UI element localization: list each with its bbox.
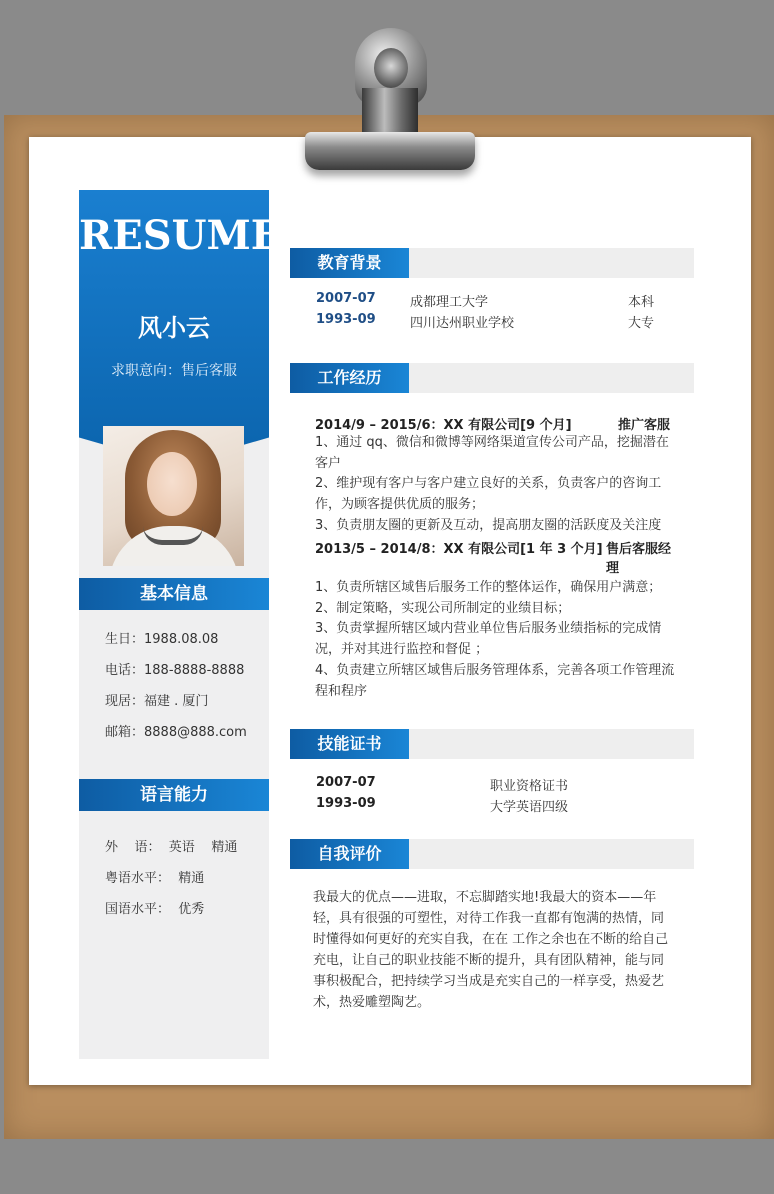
portrait-photo <box>103 426 244 566</box>
job-role: 售后客服经理 <box>606 542 672 576</box>
resume-title: RESUME <box>79 212 282 259</box>
language-heading: 语言能力 <box>79 779 269 811</box>
education-school: 成都理工大学 <box>410 295 489 310</box>
left-sidebar <box>79 190 282 1059</box>
education-degree: 大专 <box>628 316 655 331</box>
skill-cert: 大学英语四级 <box>490 800 569 815</box>
photo-face <box>147 452 197 516</box>
skills-section-header <box>290 729 694 759</box>
binder-clip-base <box>305 132 475 170</box>
job-duties <box>315 578 675 702</box>
language-item: 外 语： 英语 精通 <box>105 840 238 855</box>
duty-line: 2、维护现有客户与客户建立良好的关系，负责客户的咨询工作，为顾客提供优质的服务； <box>315 476 662 513</box>
skills-heading: 技能证书 <box>290 729 409 759</box>
education-section-header <box>290 248 694 278</box>
duty-line: 4、负责建立所辖区域售后服务管理体系，完善各项工作管理流程和程序 <box>315 662 675 699</box>
skill-cert: 职业资格证书 <box>490 779 569 794</box>
job-intent: 求职意向：售后客服 <box>111 363 237 379</box>
birth-line: 生日：1988.08.08 <box>105 632 219 647</box>
skill-date: 2007-07 <box>316 775 376 790</box>
residence-line: 现居：福建 . 厦门 <box>105 694 209 709</box>
duty-line: 3、负责掌握所辖区域内营业单位售后服务业绩指标的完成情况，并对其进行监控和督促 ； <box>315 621 662 658</box>
language-item: 国语水平： 优秀 <box>105 902 205 917</box>
photo-necklace <box>143 526 203 545</box>
self-eval-heading: 自我评价 <box>290 839 409 869</box>
basic-info-heading: 基本信息 <box>79 578 269 610</box>
duty-line: 2、制定策略，实现公司所制定的业绩目标； <box>315 600 571 616</box>
email-line: 邮箱：8888@888.com <box>105 725 247 740</box>
candidate-name: 风小云 <box>138 314 210 342</box>
phone-line: 电话：188-8888-8888 <box>105 663 245 678</box>
work-section-header <box>290 363 694 393</box>
education-heading: 教育背景 <box>290 248 409 278</box>
job-title: 2013/5 – 2014/8：XX 有限公司[1 年 3 个月] <box>315 542 603 557</box>
self-eval-section-header <box>290 839 694 869</box>
duty-line: 1、负责所辖区域售后服务工作的整体运作，确保用户满意； <box>315 580 662 595</box>
skill-date: 1993-09 <box>316 796 376 811</box>
self-eval-text: 我最大的优点——进取，不忘脚踏实地!我最大的资本——年轻，具有很强的可塑性，对待工作我一直都有饱满的热情，同时懂得如何更好的充实自我，在在 工作之余也在不断的给自己充电，让自己的职业技能不断的提升，具有团队精神，能与同事积极配合，把持续学习当成是充实自己的一样享受，热爱艺术，热爱雕塑陶艺。 <box>313 890 669 1010</box>
duty-line: 1、通过 qq、微信和微博等网络渠道宣传公司产品，挖掘潜在客户 <box>315 435 669 471</box>
work-heading: 工作经历 <box>290 363 409 393</box>
education-school: 四川达州职业学校 <box>410 316 515 331</box>
education-degree: 本科 <box>628 295 655 310</box>
job-duties <box>315 433 675 537</box>
language-item: 粤语水平： 精通 <box>105 871 205 886</box>
education-date: 1993-09 <box>316 312 376 327</box>
binder-clip-hole <box>374 48 408 88</box>
education-date: 2007-07 <box>316 291 376 306</box>
binder-clip-body <box>362 88 418 138</box>
job-role: 推广客服 <box>618 418 671 433</box>
duty-line: 3、负责朋友圈的更新及互动，提高朋友圈的活跃度及关注度 <box>315 517 662 533</box>
job-title: 2014/9 – 2015/6：XX 有限公司[9 个月] <box>315 418 572 433</box>
